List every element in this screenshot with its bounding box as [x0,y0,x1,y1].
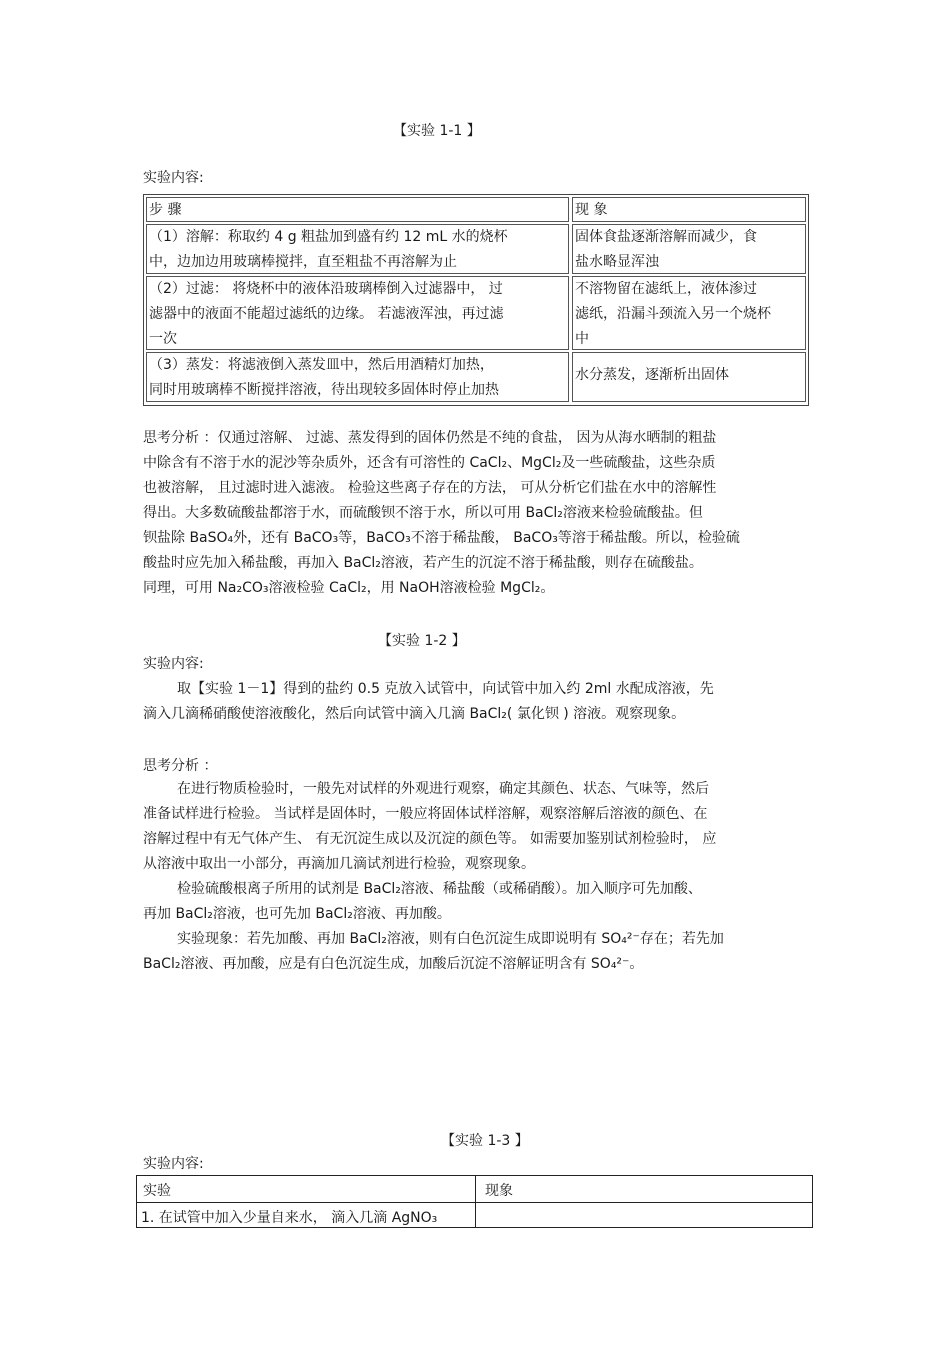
table-divider [137,1202,812,1203]
table-row-3-phenomenon [572,352,806,402]
cell-line: 滤器中的液面不能超过滤纸的边缘。 若滤液浑浊，再过滤 [149,306,504,322]
cell-line: （3）蒸发：将滤液倒入蒸发皿中，然后用酒精灯加热， [149,357,494,373]
exp3-content-label: 实验内容: [143,1156,204,1172]
analysis-line: 得出。大多数硫酸盐都溶于水，而硫酸钡不溶于水，所以可用 BaCl₂溶液来检验硫酸盐。但 [143,505,703,521]
content-line: 取【实验 1－1】得到的盐约 0.5 克放入试管中，向试管中加入约 2ml 水配成溶液，先 [177,681,714,697]
cell-line: （1）溶解：称取约 4 g 粗盐加到盛有约 12 mL 水的烧杯 [149,229,508,245]
cell-line: 盐水略显浑浊 [575,254,659,270]
cell-line: 不溶物留在滤纸上，液体渗过 [575,281,757,297]
table-row-1-step [146,224,569,274]
table-header-step: 步 骤 [146,197,569,222]
exp1-analysis [143,426,740,601]
table-row-1-experiment: 1. 在试管中加入少量自来水， 滴入几滴 AgNO₃ [141,1210,438,1226]
cell-line: 中，边加边用玻璃棒搅拌，直至粗盐不再溶解为止 [149,254,457,270]
analysis-line: 中除含有不溶于水的泥沙等杂质外，还含有可溶性的 CaCl₂、MgCl₂及一些硫酸盐，这些杂质 [143,455,716,471]
exp2-analysis [143,777,724,977]
content-line: 滴入几滴稀硝酸使溶液酸化，然后向试管中滴入几滴 BaCl₂( 氯化钡 ) 溶液。观察现象。 [143,706,686,722]
cell-line: 一次 [149,331,177,347]
analysis-line: 实验现象：若先加酸、再加 BaCl₂溶液，则有白色沉淀生成即说明有 SO₄²⁻存在；若先加 [177,931,724,947]
table-row-1-phenomenon [572,224,806,274]
analysis-line: 从溶液中取出一小部分，再滴加几滴试剂进行检验，观察现象。 [143,856,535,872]
cell-line: 中 [575,331,589,347]
table-row-2-phenomenon [572,276,806,350]
cell-line: 固体食盐逐渐溶解而减少，食 [575,229,757,245]
analysis-line: 在进行物质检验时，一般先对试样的外观进行观察，确定其颜色、状态、气味等，然后 [177,781,709,797]
analysis-line: 检验硫酸根离子所用的试剂是 BaCl₂溶液、稀盐酸（或稀硝酸）。加入顺序可先加酸、 [177,881,702,897]
table-header-phenomenon: 现象 [485,1183,513,1199]
cell-line: （2）过滤： 将烧杯中的液体沿玻璃棒倒入过滤器中， 过 [149,281,503,297]
exp3-table [136,1175,813,1228]
analysis-line: 同理，可用 Na₂CO₃溶液检验 CaCl₂，用 NaOH溶液检验 MgCl₂。 [143,580,555,596]
analysis-line: 再加 BaCl₂溶液，也可先加 BaCl₂溶液、再加酸。 [143,906,451,922]
exp2-content-label: 实验内容: [143,656,204,672]
cell-line: 同时用玻璃棒不断搅拌溶液，待出现较多固体时停止加热 [149,382,499,398]
analysis-line: 溶解过程中有无气体产生、 有无沉淀生成以及沉淀的颜色等。 如需要加鉴别试剂检验时， 应 [143,831,717,847]
exp2-title: 【实验 1-2 】 [378,633,466,649]
table-row-3-step [146,352,569,402]
cell-line: 水分蒸发，逐渐析出固体 [575,367,729,383]
exp1-content-label: 实验内容: [143,170,204,186]
analysis-line: 也被溶解， 且过滤时进入滤液。 检验这些离子存在的方法， 可从分析它们盐在水中的溶解性 [143,480,717,496]
table-header-phenomenon: 现 象 [572,197,806,222]
exp1-title: 【实验 1-1 】 [393,123,481,139]
exp1-table [143,194,809,406]
analysis-line: 酸盐时应先加入稀盐酸，再加入 BaCl₂溶液，若产生的沉淀不溶于稀盐酸，则存在硫酸盐。 [143,555,703,571]
analysis-line: 准备试样进行检验。 当试样是固体时，一般应将固体试样溶解，观察溶解后溶液的颜色、在 [143,806,708,822]
exp2-content [143,677,714,727]
table-row-2-step [146,276,569,350]
exp2-analysis-label: 思考分析 ： [143,758,218,774]
analysis-line: BaCl₂溶液、再加酸，应是有白色沉淀生成，加酸后沉淀不溶解证明含有 SO₄²⁻。 [143,956,644,972]
analysis-line: 思考分析 ：仅通过溶解、 过滤、蒸发得到的固体仍然是不纯的食盐， 因为从海水晒制的粗盐 [143,430,717,446]
exp3-title: 【实验 1-3 】 [441,1133,529,1149]
analysis-line: 钡盐除 BaSO₄外，还有 BaCO₃等，BaCO₃不溶于稀盐酸， BaCO₃等溶于稀盐酸。所以，检验硫 [143,530,740,546]
table-header-experiment: 实验 [143,1183,171,1199]
cell-line: 滤纸，沿漏斗颈流入另一个烧杯 [575,306,771,322]
